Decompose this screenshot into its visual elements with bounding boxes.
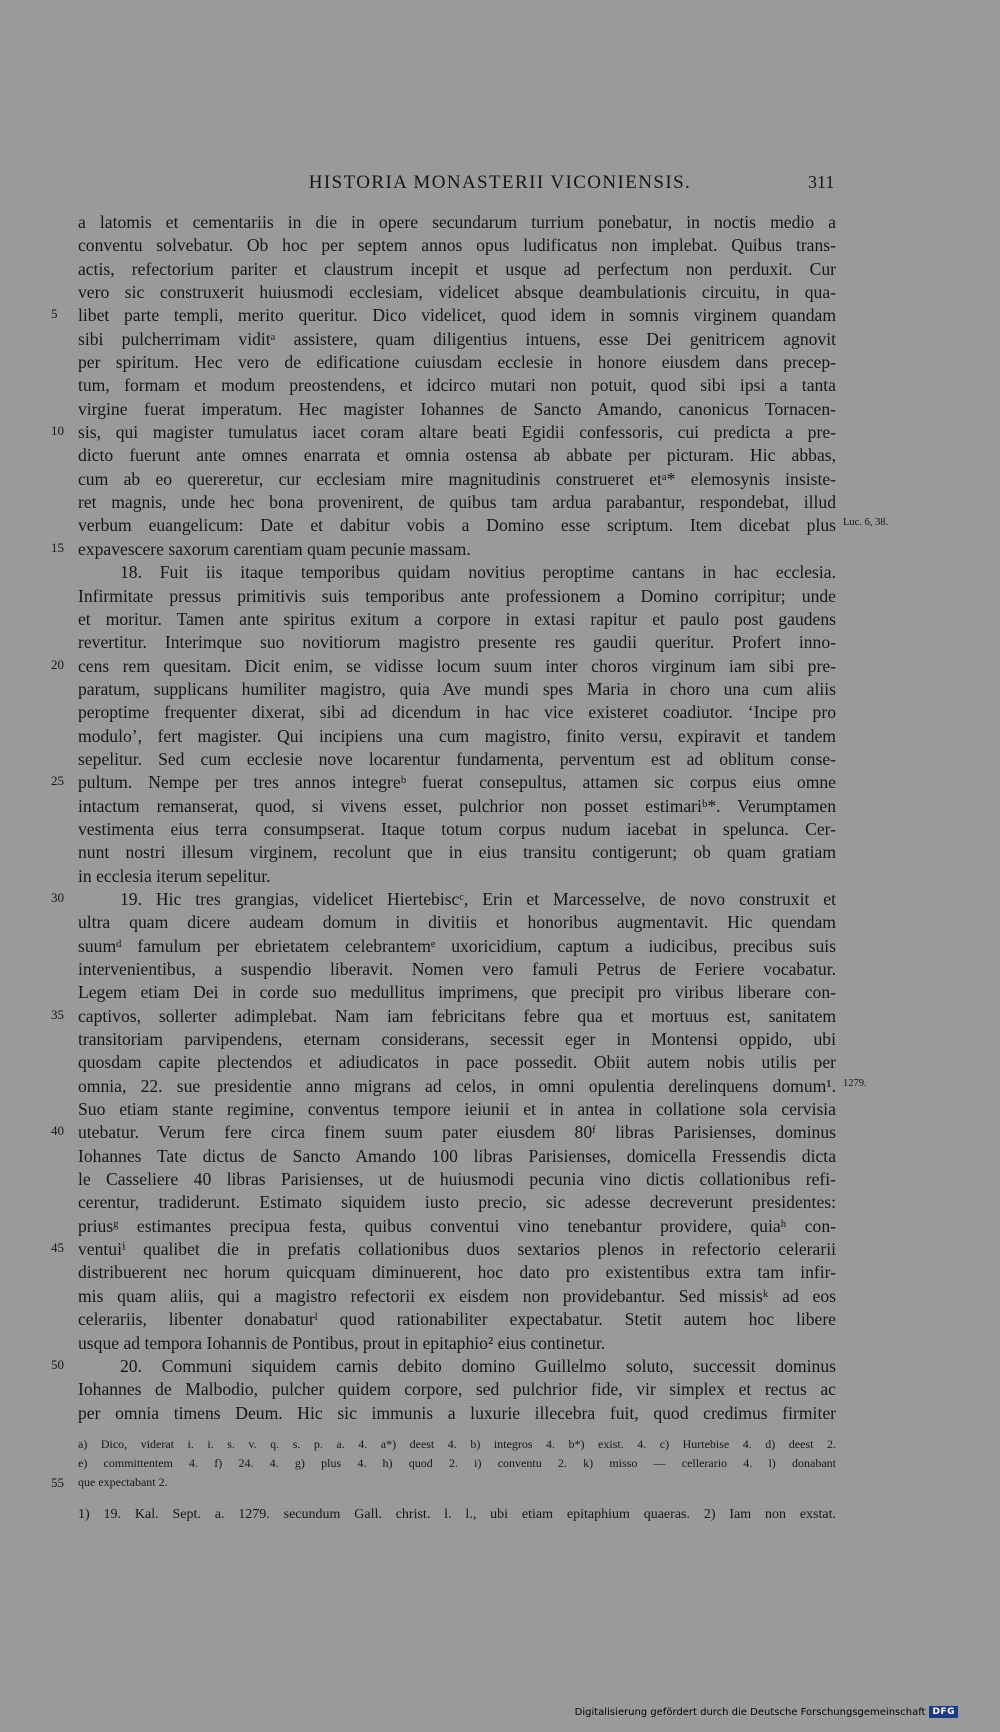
line-text: paratum, supplicans humiliter magistro, quia Ave mundi spes Maria in choro una cum aliis	[78, 678, 836, 699]
text-line	[0, 1005, 1000, 1028]
line-number: 20	[51, 656, 64, 672]
line-text: nunt nostri illesum virginem, recolunt que in eius transitu contigerunt; ob quam gratiam	[78, 842, 836, 863]
main-text	[0, 211, 1000, 1425]
line-text: sibi pulcherrimam viditᵃ assistere, quam diligentius intuens, esse Dei genitricem agnovit	[78, 328, 836, 349]
text-line	[0, 1191, 1000, 1214]
line-text: peroptime frequenter dixerat, sibi ad dicendum in hac vice existeret coadiutor. ‘Incipe pro	[78, 702, 836, 723]
line-text: et moritur. Tamen ante spiritus exitum a corpore in extasi rapitur et paulo post gaudens	[78, 608, 836, 629]
text-line	[0, 818, 1000, 841]
line-text: ventuiⁱ qualibet die in prefatis collationibus duos sextarios plenos in refectorio celerarii	[78, 1239, 836, 1260]
line-number: 30	[51, 889, 64, 905]
line-number: 40	[51, 1123, 64, 1139]
line-text: Iohannes Tate dictus de Sancto Amando 100 libras Parisienses, domicella Fressendis dicta	[78, 1145, 836, 1166]
line-text: sis, qui magister tumulatus iacet coram altare beati Egidii confessoris, cui predicta a pre-	[78, 422, 836, 443]
line-number: 25	[51, 773, 64, 789]
text-line	[0, 1215, 1000, 1238]
text-line	[0, 865, 1000, 888]
text-line	[0, 258, 1000, 281]
line-text: Suo etiam stante regimine, conventus tempore ieiunii et in antea in collatione sola cervisia	[78, 1099, 836, 1120]
line-text: Infirmitate pressus primitivis suis temporibus ante professionem a Domino corripitur; unde	[78, 585, 836, 606]
apparatus-line	[0, 1455, 1000, 1474]
apparatus-text: que expectabant 2.	[78, 1475, 168, 1489]
text-line	[0, 1332, 1000, 1355]
line-text: tum, formam et modum preostendens, et idcirco mutari non potuit, quod sibi ipsi a tanta	[78, 375, 836, 396]
line-text: virgine fuerat imperatum. Hec magister Iohannes de Sancto Amando, canonicus Tornacen-	[78, 398, 836, 419]
text-line	[0, 841, 1000, 864]
text-line	[0, 888, 1000, 911]
text-line	[0, 328, 1000, 351]
credit-text: Digitalisierung gefördert durch die Deutsche Forschungsgemeinschaft	[574, 1706, 926, 1718]
running-title: HISTORIA MONASTERII VICONIENSIS.	[308, 172, 692, 193]
line-text: a latomis et cementariis in die in opere secundarum turrium ponebatur, in noctis medio a	[78, 212, 836, 232]
line-text: suumᵈ famulum per ebrietatem celebrantemᵉ uxoricidium, captum a iudicibus, precibus suis	[78, 935, 836, 956]
line-text: in ecclesia iterum sepelitur.	[78, 865, 271, 886]
line-text: expavescere saxorum carentiam quam pecunie massam.	[78, 538, 471, 559]
line-text: cens rem quesitam. Dicit enim, se vidisse locum suum inter choros virginum iam sibi pre-	[78, 655, 836, 676]
text-line	[0, 958, 1000, 981]
text-line	[0, 911, 1000, 934]
line-number: 55	[51, 1475, 64, 1490]
line-text: usque ad tempora Iohannis de Pontibus, prout in epitaphio² eius continetur.	[78, 1332, 606, 1353]
text-line	[0, 1168, 1000, 1191]
line-text: ret magnis, unde hec bona provenirent, de quibus tam ardua parabantur, respondebat, illud	[78, 492, 836, 513]
line-text: priusᵍ estimantes precipua festa, quibus conventui vino tenebantur providere, quiaʰ con-	[78, 1215, 836, 1236]
text-line	[0, 374, 1000, 397]
line-number: 5	[51, 306, 58, 322]
line-text: distribuerent nec horum quicquam diminuerent, hoc dato pro existentibus extra tam infir-	[78, 1262, 836, 1283]
line-text: ultra quam dicere audeam domum in divitiis et honoribus augmentavit. Hic quendam	[78, 912, 836, 933]
line-text: libet parte templi, merito queritur. Dico videlicet, quod idem in somnis virginem quandam	[78, 305, 836, 326]
line-text: quosdam capite plectendos et adiudicatos in pace possedit. Obiit autem nobis utilis per	[78, 1052, 836, 1073]
line-text: vero sic construxerit huiusmodi ecclesiam, videlicet absque deambulationis circuitu, in qua-	[78, 282, 836, 303]
text-line	[0, 468, 1000, 491]
line-text: 18. Fuit iis itaque temporibus quidam novitius peroptime cantans in hac ecclesia.	[120, 562, 836, 583]
line-text: 19. Hic tres grangias, videlicet Hiertebiscᶜ, Erin et Marcesselve, de novo construxit et	[120, 888, 836, 909]
line-text: sepelitur. Sed cum ecclesie nove locarentur fundamenta, perventum est ad oblitum conse-	[78, 748, 836, 769]
text-line	[0, 981, 1000, 1004]
text-line	[0, 1378, 1000, 1401]
line-text: cum ab eo quereretur, cur ecclesiam mire magnitudinis construeret etᵃ* elemosynis insiste-	[78, 468, 836, 489]
text-line	[0, 304, 1000, 327]
text-line	[0, 678, 1000, 701]
text-line	[0, 748, 1000, 771]
line-number: 15	[51, 539, 64, 555]
text-line	[0, 795, 1000, 818]
text-line	[0, 1145, 1000, 1168]
text-line	[0, 538, 1000, 561]
text-line	[0, 1028, 1000, 1051]
line-text: Legem etiam Dei in corde suo medullitus imprimens, que precipit pro viribus liberare con-	[78, 982, 836, 1003]
line-text: conventu solvebatur. Ob hoc per septem annos opus ludificatus non implebat. Quibus trans-	[78, 235, 836, 256]
text-line	[0, 234, 1000, 257]
line-text: celerariis, libenter donabaturˡ quod rationabiliter expectabatur. Stetit autem hoc libere	[78, 1309, 836, 1330]
line-text: verbum euangelicum: Date et dabitur vobis a Domino esse scriptum. Item dicebat plus	[78, 515, 836, 536]
text-line	[0, 561, 1000, 584]
marginal-note: 1279.	[843, 1077, 867, 1089]
line-text: le Casseliere 40 libras Parisienses, ut de huiusmodi pecunia vino dictis collationibus refi-	[78, 1169, 836, 1190]
text-line	[0, 771, 1000, 794]
line-text: per omnia timens Deum. Hic sic immunis a luxurie illecebra fuit, quod credimus firmiter	[78, 1402, 836, 1423]
text-line	[0, 701, 1000, 724]
text-line	[0, 281, 1000, 304]
apparatus-line	[0, 1474, 1000, 1493]
text-line	[0, 1308, 1000, 1331]
text-line	[0, 631, 1000, 654]
page-number: 311	[808, 172, 835, 192]
text-line	[0, 1098, 1000, 1121]
editorial-notes: 1) 19. Kal. Sept. a. 1279. secundum Gall. christ. l. l., ubi etiam epitaphium quaeras. 2) Iam non exstat.	[78, 1507, 836, 1522]
line-text: dicto fuerunt ante omnes enarrata et omnia ostensa ab abbate per picturam. Hic abbas,	[78, 445, 836, 466]
text-line	[0, 608, 1000, 631]
text-line	[0, 398, 1000, 421]
text-line	[0, 1261, 1000, 1284]
text-line	[0, 351, 1000, 374]
text-line	[0, 444, 1000, 467]
dfg-logo: DFG	[929, 1706, 958, 1718]
digitization-credit	[575, 1706, 958, 1718]
text-line	[0, 1402, 1000, 1425]
text-line	[0, 1285, 1000, 1308]
line-text: mis quam aliis, qui a magistro refectorii ex eisdem non providebantur. Sed missisᵏ ad eos	[78, 1285, 836, 1306]
line-text: actis, refectorium pariter et claustrum incepit et usque ad perfectum non perduxit. Cur	[78, 258, 836, 279]
text-line	[0, 514, 1000, 537]
apparatus-text: e) committentem 4. f) 24. 4. g) plus 4. h) quod 2. i) conventu 2. k) misso — cellerario 4. l) donabant	[78, 1456, 836, 1470]
line-number: 10	[51, 423, 64, 439]
text-line	[0, 585, 1000, 608]
text-line	[0, 1238, 1000, 1261]
running-head	[0, 172, 1000, 198]
text-line	[0, 421, 1000, 444]
text-line	[0, 725, 1000, 748]
line-text: per spiritum. Hec vero de edificatione cuiusdam ecclesie in honore eiusdem dans precep-	[78, 352, 836, 373]
line-text: intactum remanserat, quod, si vivens esset, pulchrior non posset estimariᵇ*. Verumptamen	[78, 795, 836, 816]
critical-apparatus	[0, 1436, 1000, 1493]
line-text: utebatur. Verum fere circa finem suum pater eiusdem 80ᶠ libras Parisienses, dominus	[78, 1122, 836, 1143]
line-number: 45	[51, 1240, 64, 1256]
line-text: cerentur, tradiderunt. Estimato siquidem iusto precio, sic adesse decreverunt presidentes:	[78, 1192, 836, 1213]
line-text: Iohannes de Malbodio, pulcher quidem corpore, sed pulchrior fide, vir simplex et rectus ac	[78, 1379, 836, 1400]
text-line	[0, 1121, 1000, 1144]
line-number: 35	[51, 1006, 64, 1022]
line-text: intervenientibus, a suspendio liberavit. Nomen vero famuli Petrus de Feriere vocabatur.	[78, 959, 836, 979]
text-line	[0, 1075, 1000, 1098]
line-text: vestimenta eius terra consumpserat. Itaque totum corpus nudum iacebat in spelunca. Cer-	[78, 818, 836, 839]
line-text: revertitur. Interimque suo novitiorum magistro presente res gaudii queritur. Profert inno-	[78, 632, 836, 653]
line-text: 20. Communi siquidem carnis debito domino Guillelmo soluto, successit dominus	[120, 1355, 836, 1376]
text-line	[0, 491, 1000, 514]
line-text: pultum. Nempe per tres annos integreᵇ fuerat consepultus, attamen sic corpus eius omne	[78, 772, 836, 793]
line-text: transitoriam parvipendens, eternam considerans, secessit eger in Montensi oppido, ubi	[78, 1029, 836, 1050]
apparatus-text: a) Dico, viderat i. i. s. v. q. s. p. a. 4. a*) deest 4. b) integros 4. b*) exist. 4. c) Hurtebise 4. d) deest 2.	[78, 1437, 836, 1451]
text-line	[0, 1355, 1000, 1378]
text-line	[0, 211, 1000, 234]
line-number: 50	[51, 1356, 64, 1372]
text-line	[0, 655, 1000, 678]
line-text: modulo’, fert magister. Qui incipiens una cum magistro, finito versu, expiravit et tandem	[78, 725, 836, 746]
marginal-note: Luc. 6, 38.	[843, 517, 889, 529]
line-text: captivos, sollerter adimplebat. Nam iam febricitans febre qua et mortuus est, sanitatem	[78, 1005, 836, 1026]
text-line	[0, 935, 1000, 958]
apparatus-line	[0, 1436, 1000, 1455]
text-line	[0, 1051, 1000, 1074]
line-text: omnia, 22. sue presidentie anno migrans ad celos, in omni opulentia derelinquens domum¹.	[78, 1075, 836, 1096]
